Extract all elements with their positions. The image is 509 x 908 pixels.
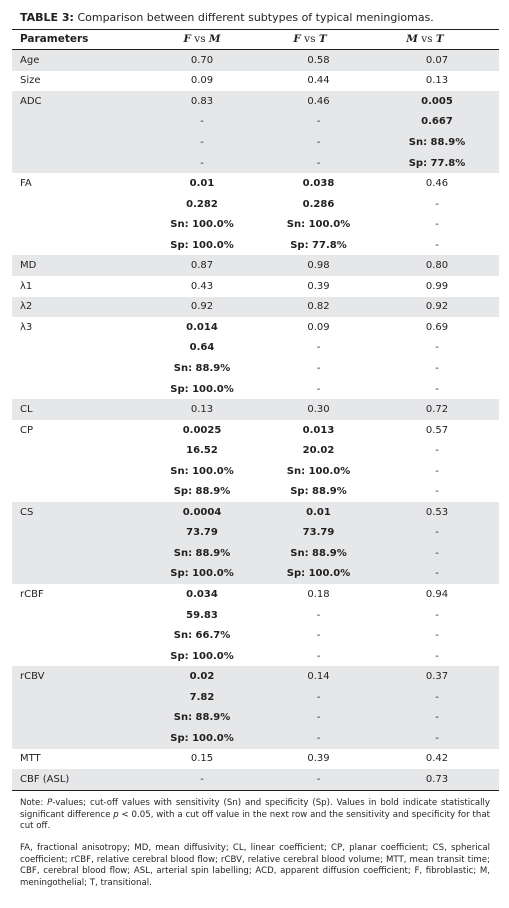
cell-parameter: [12, 214, 142, 235]
cell-f-vs-m: 0.70: [142, 50, 262, 71]
table-row: [12, 420, 499, 441]
cell-parameter: [12, 132, 142, 153]
cell-parameter: [12, 605, 142, 626]
cell-f-vs-t: -: [262, 687, 375, 708]
table-row: [12, 153, 499, 174]
cell-f-vs-m: 59.83: [186, 609, 218, 621]
cell-f-vs-t: 0.39: [307, 280, 330, 292]
table-row: [12, 338, 499, 359]
header-f-vs-t-b: T: [318, 33, 327, 45]
table-row: [12, 461, 499, 482]
cell-f-vs-t: -: [262, 132, 375, 153]
cell-parameter: [12, 461, 142, 482]
cell-f-vs-t: 0.013: [302, 424, 335, 436]
header-f-vs-t-a: F: [293, 33, 301, 45]
note-part2: < 0.05, with a cut off value in the next row and the sensitivity and specificity for that cut off.: [20, 809, 490, 831]
cell-f-vs-m: 0.02: [142, 666, 262, 687]
cell-f-vs-t: -: [316, 650, 321, 662]
table-row: [12, 132, 499, 153]
header-f-vs-t: [250, 33, 370, 45]
cell-f-vs-m: Sn: 88.9%: [142, 543, 262, 564]
cell-f-vs-m: Sn: 100.0%: [170, 465, 234, 477]
cell-f-vs-t: 0.39: [307, 753, 330, 765]
cell-f-vs-m: Sp: 100.0%: [170, 650, 234, 662]
cell-parameter: [12, 338, 142, 359]
cell-m-vs-t: 0.53: [375, 502, 499, 523]
table-row: [12, 112, 499, 133]
cell-m-vs-t: -: [375, 687, 499, 708]
cell-m-vs-t: 0.99: [425, 280, 449, 292]
cell-parameter: rCBV: [12, 666, 142, 687]
cell-parameter: [12, 523, 142, 544]
cell-m-vs-t: 0.92: [375, 297, 499, 318]
cell-parameter: MTT: [20, 753, 41, 765]
note-lead: Note:: [20, 798, 48, 808]
table-row: [12, 194, 499, 215]
cell-parameter: [12, 153, 142, 174]
cell-f-vs-m: Sp: 100.0%: [170, 239, 234, 251]
cell-m-vs-t: 0.07: [375, 50, 499, 71]
cell-m-vs-t: -: [435, 342, 439, 354]
cell-m-vs-t: 0.57: [425, 424, 449, 436]
cell-f-vs-t: 0.58: [262, 50, 375, 71]
cell-parameter: rCBF: [20, 588, 44, 600]
cell-f-vs-t: -: [262, 728, 375, 749]
cell-m-vs-t: 0.73: [375, 769, 499, 790]
cell-m-vs-t: -: [435, 239, 439, 251]
cell-f-vs-m: 0.15: [190, 753, 214, 765]
cell-f-vs-m: 0.64: [189, 342, 215, 354]
cell-f-vs-m: -: [142, 769, 262, 790]
header-m-vs-t: [365, 33, 485, 45]
table-row: [12, 543, 499, 564]
header-m-vs-t-a: M: [406, 33, 418, 45]
cell-m-vs-t: -: [435, 445, 439, 457]
cell-parameter: [12, 625, 142, 646]
cell-f-vs-m: -: [142, 153, 262, 174]
cell-f-vs-t: Sn: 100.0%: [286, 465, 351, 477]
cell-f-vs-t: -: [316, 362, 321, 374]
cell-f-vs-m: 0.282: [186, 198, 218, 210]
cell-parameter: [12, 235, 142, 256]
cell-f-vs-t: 0.14: [262, 666, 375, 687]
cell-m-vs-t: -: [435, 198, 439, 210]
cell-m-vs-t: -: [435, 486, 439, 498]
cell-parameter: FA: [20, 178, 32, 190]
table-row: [12, 687, 499, 708]
cell-parameter: Age: [12, 50, 142, 71]
cell-f-vs-m: Sn: 88.9%: [142, 708, 262, 729]
header-f-vs-m-a: F: [183, 33, 191, 45]
table-row: [12, 625, 499, 646]
table-row: [12, 605, 499, 626]
cell-parameter: [12, 564, 142, 585]
cell-parameter: [12, 481, 142, 502]
header-f-vs-m-vs: vs: [190, 33, 209, 45]
cell-m-vs-t: Sp: 77.8%: [375, 153, 499, 174]
cell-f-vs-t: 0.82: [262, 297, 375, 318]
cell-m-vs-t: -: [435, 630, 439, 642]
cell-f-vs-m: 0.13: [142, 399, 262, 420]
table-row: [12, 173, 499, 194]
cell-parameter: λ1: [20, 280, 33, 292]
cell-f-vs-m: 7.82: [142, 687, 262, 708]
cell-f-vs-t: 0.286: [302, 198, 335, 210]
header-f-vs-t-vs: vs: [300, 33, 319, 45]
cell-m-vs-t: -: [375, 728, 499, 749]
cell-f-vs-t: 0.46: [262, 91, 375, 112]
table-row: [12, 749, 499, 770]
cell-m-vs-t: 0.46: [425, 178, 449, 190]
cell-f-vs-m: 0.01: [189, 178, 215, 190]
cell-f-vs-m: 73.79: [142, 523, 262, 544]
cell-f-vs-t: 20.02: [302, 445, 335, 457]
cell-parameter: [12, 112, 142, 133]
cell-parameter: CP: [20, 424, 34, 436]
cell-f-vs-m: 0.87: [142, 255, 262, 276]
cell-m-vs-t: -: [375, 564, 499, 585]
cell-parameter: [12, 708, 142, 729]
cell-m-vs-t: -: [375, 543, 499, 564]
cell-parameter: Size: [20, 75, 41, 87]
cell-f-vs-t: 0.09: [307, 321, 330, 333]
cell-parameter: [12, 379, 142, 400]
cell-m-vs-t: 0.37: [375, 666, 499, 687]
table-row: [12, 399, 499, 420]
cell-parameter: λ2: [12, 297, 142, 318]
cell-parameter: ADC: [12, 91, 142, 112]
cell-parameter: [12, 194, 142, 215]
cell-f-vs-t: -: [316, 342, 321, 354]
cell-m-vs-t: -: [435, 465, 439, 477]
table-row: [12, 584, 499, 605]
cell-f-vs-t: Sp: 77.8%: [290, 239, 347, 251]
cell-f-vs-m: Sn: 88.9%: [173, 362, 231, 374]
cell-f-vs-m: Sp: 100.0%: [142, 728, 262, 749]
cell-f-vs-t: 0.98: [262, 255, 375, 276]
table-row: [12, 50, 499, 71]
caption-text: Comparison between different subtypes of typical meningiomas.: [73, 11, 434, 24]
cell-f-vs-t: -: [262, 769, 375, 790]
note-part1: -values; cut-off values with sensitivity (Sn) and specificity (Sp). Values in bold indicate statistically significant difference: [20, 798, 490, 820]
cell-f-vs-m: Sn: 66.7%: [173, 630, 231, 642]
cell-parameter: CS: [12, 502, 142, 523]
cell-parameter: MD: [12, 255, 142, 276]
cell-f-vs-t: -: [316, 383, 321, 395]
cell-f-vs-m: 0.09: [190, 75, 214, 87]
cell-m-vs-t: -: [435, 383, 439, 395]
cell-m-vs-t: -: [375, 708, 499, 729]
table-row: [12, 379, 499, 400]
cell-parameter: [12, 646, 142, 667]
cell-f-vs-t: -: [262, 112, 375, 133]
cell-f-vs-t: -: [262, 153, 375, 174]
cell-m-vs-t: 0.42: [425, 753, 449, 765]
cell-m-vs-t: -: [435, 650, 439, 662]
table-row: [12, 502, 499, 523]
table-row: [12, 276, 499, 297]
cell-f-vs-t: 73.79: [262, 523, 375, 544]
table-row: [12, 91, 499, 112]
cell-parameter: CL: [12, 399, 142, 420]
cell-parameter: CBF (ASL): [12, 769, 142, 790]
cell-parameter: [12, 687, 142, 708]
header-f-vs-m-b: M: [208, 33, 221, 45]
cell-m-vs-t: -: [435, 219, 439, 231]
caption-label: TABLE 3:: [20, 11, 74, 24]
table-header: [12, 30, 499, 49]
data-table: [12, 50, 499, 791]
header-m-vs-t-b: T: [435, 33, 444, 45]
cell-parameter: λ3: [20, 321, 33, 333]
table-note: [20, 798, 490, 833]
cell-f-vs-t: 0.038: [302, 178, 335, 190]
table-row: [12, 71, 499, 92]
cell-f-vs-m: -: [142, 132, 262, 153]
cell-m-vs-t: 0.94: [425, 588, 449, 600]
cell-f-vs-t: -: [316, 609, 321, 621]
table-row: [12, 646, 499, 667]
cell-f-vs-t: 0.01: [262, 502, 375, 523]
cell-f-vs-m: Sp: 100.0%: [170, 383, 234, 395]
table-caption: [20, 11, 434, 24]
cell-f-vs-m: 0.014: [186, 321, 218, 333]
table-row: [12, 297, 499, 318]
table-row: [12, 317, 499, 338]
cell-f-vs-m: 0.83: [142, 91, 262, 112]
cell-f-vs-m: 0.0004: [142, 502, 262, 523]
header-m-vs-t-vs: vs: [417, 33, 436, 45]
note-p2-italic: p: [113, 809, 119, 820]
cell-f-vs-m: -: [142, 112, 262, 133]
cell-m-vs-t: 0.13: [425, 75, 449, 87]
cell-f-vs-t: 0.18: [307, 588, 330, 600]
cell-f-vs-t: -: [316, 630, 321, 642]
table-row: [12, 523, 499, 544]
table-row: [12, 235, 499, 256]
note-p-italic: P: [47, 798, 53, 808]
cell-f-vs-m: Sp: 88.9%: [173, 486, 231, 498]
cell-f-vs-m: 0.43: [190, 280, 214, 292]
cell-f-vs-t: -: [262, 708, 375, 729]
cell-m-vs-t: 0.72: [375, 399, 499, 420]
cell-f-vs-t: Sp: 88.9%: [290, 486, 347, 498]
table-row: [12, 728, 499, 749]
cell-f-vs-t: Sn: 100.0%: [286, 219, 351, 231]
cell-f-vs-t: 0.30: [262, 399, 375, 420]
cell-f-vs-m: 0.034: [186, 588, 218, 600]
table-row: [12, 358, 499, 379]
table-row: [12, 708, 499, 729]
header-parameters: Parameters: [20, 33, 89, 45]
cell-f-vs-m: 0.92: [142, 297, 262, 318]
cell-m-vs-t: 0.80: [375, 255, 499, 276]
cell-f-vs-m: Sp: 100.0%: [142, 564, 262, 585]
cell-m-vs-t: -: [375, 523, 499, 544]
cell-m-vs-t: 0.005: [375, 91, 499, 112]
cell-f-vs-m: 0.0025: [182, 424, 222, 436]
table-row: [12, 666, 499, 687]
table-row: [12, 769, 499, 790]
cell-f-vs-t: Sn: 88.9%: [262, 543, 375, 564]
cell-m-vs-t: 0.69: [425, 321, 449, 333]
cell-f-vs-t: 0.44: [307, 75, 330, 87]
table-abbreviations: FA, fractional anisotropy; MD, mean diffusivity; CL, linear coefficient; CP, planar coefficient; CS, spherical coefficient; rCBF, relative cerebral blood flow; rCBV, relative cerebral blood volume; MTT, mean transit time; CBF, cerebral blood flow; ASL, arterial spin labelling; ACD, apparent diffusion coefficient; F, fibroblastic; M, meningothelial; T, transitional.: [20, 843, 490, 888]
cell-parameter: [12, 728, 142, 749]
table-row: [12, 255, 499, 276]
table-row: [12, 440, 499, 461]
header-f-vs-m: [142, 33, 262, 45]
table-row: [12, 481, 499, 502]
cell-parameter: [12, 543, 142, 564]
cell-parameter: [12, 358, 142, 379]
table-row: [12, 564, 499, 585]
cell-m-vs-t: -: [435, 362, 439, 374]
cell-f-vs-m: Sn: 100.0%: [170, 219, 234, 231]
cell-m-vs-t: -: [435, 609, 439, 621]
cell-f-vs-m: 16.52: [186, 445, 218, 457]
cell-parameter: [12, 440, 142, 461]
cell-m-vs-t: Sn: 88.9%: [375, 132, 499, 153]
table-row: [12, 214, 499, 235]
cell-m-vs-t: 0.667: [375, 112, 499, 133]
cell-f-vs-t: Sp: 100.0%: [262, 564, 375, 585]
table-body: [12, 50, 499, 790]
